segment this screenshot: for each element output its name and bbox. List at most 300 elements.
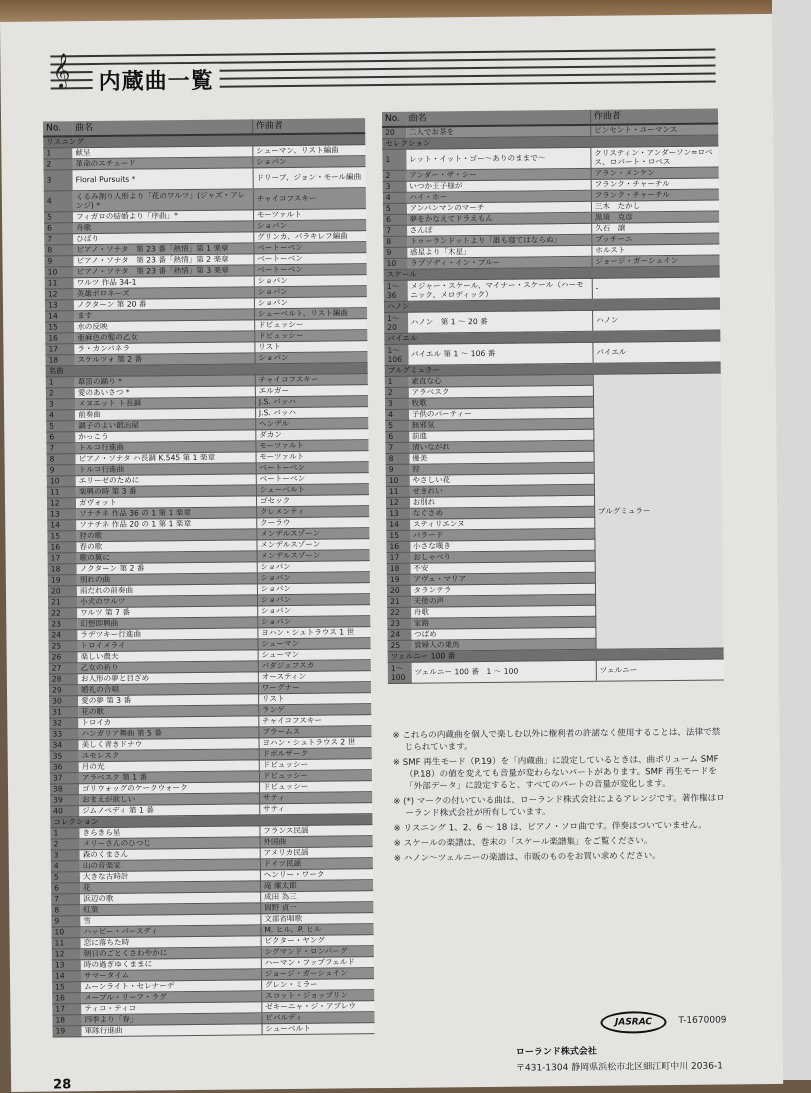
song-composer: フランス民謡 xyxy=(260,825,373,837)
song-number: 30 xyxy=(49,696,78,707)
song-title: かっこう xyxy=(75,430,255,443)
song-composer: クリスティン・アンダーソン=ロペス、ロバート・ロペス xyxy=(591,146,719,168)
song-composer: ショパン xyxy=(253,156,366,168)
song-number: 32 xyxy=(49,718,78,729)
song-title: 家路 xyxy=(411,616,596,629)
song-title: ノクターン 第 20 番 xyxy=(74,298,254,311)
song-number: 10 xyxy=(383,258,407,269)
song-number: 10 xyxy=(51,927,80,938)
song-title: お人形の夢と目ざめ xyxy=(78,672,258,685)
song-composer: シューマン xyxy=(258,638,371,650)
song-composer: ドイツ民謡 xyxy=(260,858,373,870)
license-code: T-1670009 xyxy=(678,1015,727,1026)
song-number: 3 xyxy=(46,399,75,410)
song-title: 舟歌 xyxy=(411,605,596,618)
song-number: 34 xyxy=(50,740,79,751)
section-title: ツェルニー 100 番 xyxy=(388,648,724,663)
song-title: つばめ xyxy=(411,627,596,640)
song-composer: シューベルト、リスト編曲 xyxy=(254,308,367,320)
song-number: 7 xyxy=(51,894,80,905)
song-title: 歌の翼に xyxy=(77,551,257,564)
song-title: 子供のパーティー xyxy=(409,407,594,420)
song-composer: ヨハン・シュトラウス 2 世 xyxy=(259,737,372,749)
song-number: 20 xyxy=(48,586,77,597)
song-title: 素直な心 xyxy=(408,374,593,387)
song-title: 夢をかなえてドラえもん xyxy=(407,212,592,225)
song-title: 花 xyxy=(80,881,260,894)
song-number: 27 xyxy=(49,663,78,674)
song-title: ハッピー・バースディ xyxy=(80,925,260,938)
song-composer: シューベルト xyxy=(256,484,369,496)
song-composer: ショパン xyxy=(253,220,366,232)
song-title: 牧歌 xyxy=(408,396,593,409)
song-number: 9 xyxy=(383,247,407,258)
song-number: 8 xyxy=(383,236,407,247)
song-title: きらきら星 xyxy=(79,826,259,839)
song-title: タランテラ xyxy=(410,583,595,596)
song-number: 3 xyxy=(44,170,73,191)
song-composer: ブルグミュラー xyxy=(593,373,724,649)
song-number: 8 xyxy=(386,453,410,464)
song-title: 惑星より「木星」 xyxy=(407,245,592,258)
song-title: 葦笛の踊り * xyxy=(75,375,255,388)
song-title: ピアノ・ソナタ 第 23 番「熱情」第 3 楽章 xyxy=(74,265,254,278)
song-title: Floral Pursuits * xyxy=(73,168,254,191)
song-title: 朝日のごとくさわやかに xyxy=(81,947,261,960)
song-title: 小犬のワルツ xyxy=(77,595,257,608)
song-number: 3 xyxy=(385,398,409,409)
song-title: 花の歌 xyxy=(78,705,258,718)
song-title: 貴婦人の乗馬 xyxy=(411,638,596,651)
song-number: 13 xyxy=(386,508,410,519)
song-number: 39 xyxy=(50,795,79,806)
song-composer: フランク・チャーチル xyxy=(591,178,719,190)
title-banner xyxy=(50,43,715,100)
song-table-left xyxy=(43,118,375,1037)
song-number: 38 xyxy=(50,784,79,795)
song-composer: ショパン xyxy=(254,297,367,309)
note: ※ ハノン～ツェルニーの楽譜は、市販のものをお買い求めください。 xyxy=(393,851,661,864)
song-number: 1 xyxy=(382,149,406,170)
song-title: ます xyxy=(74,309,254,322)
song-title: おしゃべり xyxy=(410,550,595,563)
song-composer: ドボルザーク xyxy=(259,748,372,760)
song-title: エリーゼのために xyxy=(76,474,256,487)
song-composer: モーツァルト xyxy=(256,440,369,452)
song-composer: ベートーベン xyxy=(254,253,367,265)
song-composer: ショパン xyxy=(257,561,370,573)
song-number: 4 xyxy=(46,410,75,421)
song-title: いつか王子様が xyxy=(406,179,591,192)
song-number: 12 xyxy=(47,498,76,509)
song-composer: ゼキーニャ・ジ・アブレウ xyxy=(262,1001,375,1013)
song-title: サマータイム xyxy=(81,969,261,982)
song-title: 雪 xyxy=(80,914,260,927)
song-composer: プッチーニ xyxy=(592,233,720,245)
song-composer: ショパン xyxy=(255,352,368,364)
song-title: メリーさんのひつじ xyxy=(80,837,260,850)
song-title: 革命のエチュード xyxy=(72,157,252,170)
song-composer: 外国曲 xyxy=(260,836,373,848)
song-title: 山の音楽家 xyxy=(80,859,260,872)
page-number: 28 xyxy=(53,1077,72,1093)
song-title: ツェルニー 100 番 1 ～ 100 xyxy=(411,660,596,683)
song-composer: ドビュッシー xyxy=(259,759,372,771)
song-number: 20 xyxy=(387,585,411,596)
song-title: トルコ行進曲 xyxy=(75,441,255,454)
song-number: 18 xyxy=(45,355,74,366)
song-number: 2 xyxy=(43,159,72,170)
song-title: 無邪気 xyxy=(409,418,594,431)
song-title: アンパンマンのマーチ xyxy=(406,201,591,214)
song-composer: J.S. バッハ xyxy=(255,407,368,419)
song-number: 16 xyxy=(386,541,410,552)
song-title: ティコ・ティコ xyxy=(81,1002,261,1015)
song-number: 25 xyxy=(387,640,411,651)
page-title: 内蔵曲一覧 xyxy=(92,64,219,96)
song-number: 28 xyxy=(49,674,78,685)
song-title: 浜辺の歌 xyxy=(80,892,260,905)
song-number: 35 xyxy=(50,751,79,762)
song-title: 雨だれの前奏曲 xyxy=(77,584,257,597)
song-title: ムーンライト・セレナーデ xyxy=(81,980,261,993)
song-title: 亜麻色の髪の乙女 xyxy=(74,331,254,344)
song-number: 23 xyxy=(387,618,411,629)
song-number: 26 xyxy=(49,652,78,663)
song-number: 16 xyxy=(45,333,74,344)
song-composer: サティ xyxy=(259,792,372,804)
column-header-no: No. xyxy=(382,112,406,127)
section-title: リスニング xyxy=(43,133,365,148)
song-composer: スコット・ジョップリン xyxy=(261,990,374,1002)
song-number: 6 xyxy=(383,214,407,225)
song-composer: ベートーベン xyxy=(254,264,367,276)
song-composer: チャイコフスキー xyxy=(253,188,366,210)
song-title: 楽しい農夫 xyxy=(78,650,258,663)
song-number: 31 xyxy=(49,707,78,718)
song-title: トルコ行進曲 xyxy=(76,463,256,476)
song-number: 9 xyxy=(51,916,80,927)
song-composer: J.S. バッハ xyxy=(255,396,368,408)
song-number: 7 xyxy=(44,234,73,245)
song-composer: ワーグナー xyxy=(258,682,371,694)
song-title: 愛のあいさつ * xyxy=(75,386,255,399)
song-composer: ショパン xyxy=(254,275,367,287)
song-composer: ドリーブ、ジョン・モール編曲 xyxy=(253,167,366,189)
song-number: 19 xyxy=(387,574,411,585)
song-composer: 文部省唱歌 xyxy=(261,913,374,925)
song-composer: ショパン xyxy=(258,616,371,628)
song-number: 1～20 xyxy=(384,312,408,333)
song-composer: モーツァルト xyxy=(253,209,366,221)
song-composer: オースティン xyxy=(258,671,371,683)
song-title: ピアノ・ソナタ ハ長調 K.545 第 1 楽章 xyxy=(75,452,255,465)
song-title: トゥーランドットより「誰も寝てはならぬ」 xyxy=(407,234,592,247)
song-composer: アメリカ民謡 xyxy=(260,847,373,859)
song-composer: ジョージ・ガーシュイン xyxy=(261,968,374,980)
song-title: トロイメライ xyxy=(77,639,257,652)
song-title: 水の反映 xyxy=(74,320,254,333)
song-number: 2 xyxy=(383,170,407,181)
song-title: 舟歌 xyxy=(73,221,253,234)
song-composer: ツェルニー xyxy=(596,659,724,681)
song-number: 15 xyxy=(52,982,81,993)
note: ※ スケールの楽譜は、巻末の「スケール楽譜集」をご覧ください。 xyxy=(393,836,653,849)
song-title: スケルツォ 第 2 番 xyxy=(74,353,254,366)
song-title: せきれい xyxy=(409,484,594,497)
song-number: 14 xyxy=(45,311,74,322)
song-title: バラード xyxy=(410,528,595,541)
company-address: 〒431-1304 静岡県浜松市北区細江町中川 2036-1 xyxy=(515,1061,723,1074)
song-composer: 成田 為三 xyxy=(260,891,373,903)
song-number: 9 xyxy=(386,464,410,475)
song-composer: チャイコフスキー xyxy=(259,715,372,727)
song-title: バイエル 第 1 ～ 106 番 xyxy=(408,342,593,365)
song-composer: シューマン xyxy=(258,649,371,661)
song-title: 不安 xyxy=(410,561,595,574)
song-title: 美しく青きドナウ xyxy=(78,738,258,751)
song-number: 24 xyxy=(48,630,77,641)
note: ※ SMF 再生モード（P.19）を「内蔵曲」に設定しているときは、曲ボリューム SMF（P.18）の値を変えても音量が変わらないパートがあります。SMF 再生モードを「外部データ」に設定すると、すべてのパートの音量が変化します。 xyxy=(392,754,719,792)
song-title: 別れの曲 xyxy=(77,573,257,586)
song-number: 4 xyxy=(51,861,80,872)
song-table-right xyxy=(382,108,724,683)
song-title: 大きな古時計 xyxy=(80,870,260,883)
song-number: 19 xyxy=(48,575,77,586)
song-composer: ドビュッシー xyxy=(254,319,367,331)
column-header-no: No. xyxy=(43,121,72,136)
table-row xyxy=(388,659,724,684)
song-number: 15 xyxy=(47,531,76,542)
song-title: 前奏曲 xyxy=(75,408,255,421)
song-composer: チャイコフスキー xyxy=(255,374,368,386)
song-composer: フランク・チャーチル xyxy=(591,189,719,201)
song-composer: ヘンリー・ワーク xyxy=(260,869,373,881)
song-title: ハイ・ホー xyxy=(406,190,591,203)
song-composer: 滝 廉太郎 xyxy=(260,880,373,892)
song-composer: ショパン xyxy=(257,583,370,595)
song-title: ハンガリア舞曲 第 5 番 xyxy=(78,727,258,740)
song-composer: クレメンティ xyxy=(256,506,369,518)
song-number: 18 xyxy=(52,1015,81,1026)
song-composer: ランゲ xyxy=(258,704,371,716)
song-title: アンダー・ザ・シー xyxy=(406,168,591,181)
song-number: 1 xyxy=(43,148,72,159)
song-composer: リスト xyxy=(255,341,368,353)
section-title: ブルグミュラー xyxy=(385,362,721,377)
song-composer: シューベルト xyxy=(262,1023,375,1035)
song-number: 7 xyxy=(385,442,409,453)
song-number: 7 xyxy=(46,443,75,454)
song-composer: ブラームス xyxy=(259,726,372,738)
song-number: 12 xyxy=(52,949,81,960)
song-number: 2 xyxy=(51,839,80,850)
song-number: 14 xyxy=(52,971,81,982)
song-title: 月の光 xyxy=(79,760,259,773)
song-number: 29 xyxy=(49,685,78,696)
song-title: 時の過ぎゆくままに xyxy=(81,958,261,971)
song-title: 婚礼の合唱 xyxy=(78,683,258,696)
song-title: くるみ割り人形より「花のワルツ」(ジャズ・アレンジ) * xyxy=(73,189,254,212)
song-number: 6 xyxy=(44,223,73,234)
song-title: なぐさめ xyxy=(410,506,595,519)
song-number: 25 xyxy=(48,641,77,652)
song-composer: ショパン xyxy=(257,605,370,617)
section-title: セレクション xyxy=(382,135,718,150)
song-number: 17 xyxy=(387,552,411,563)
section-title: スケール xyxy=(384,266,720,281)
song-number: 21 xyxy=(48,597,77,608)
song-number: 37 xyxy=(50,773,79,784)
song-title: ソナチネ 作品 36 の 1 第 1 楽章 xyxy=(76,507,256,520)
column-header-composer: 作曲者 xyxy=(590,108,718,124)
song-title: 清いながれ xyxy=(409,440,594,453)
song-title: ユモレスク xyxy=(79,749,259,762)
song-number: 40 xyxy=(50,806,79,817)
jasrac-logo: JASRAC xyxy=(600,1011,666,1034)
song-number: 4 xyxy=(383,192,407,203)
song-number: 1 xyxy=(385,376,409,387)
song-number: 22 xyxy=(48,608,77,619)
song-composer: リスト xyxy=(258,693,371,705)
song-number: 9 xyxy=(44,256,73,267)
song-number: 1～106 xyxy=(384,344,408,365)
song-number: 8 xyxy=(44,245,73,256)
note: ※ リスニング 1、2、6 ～ 18 は、ピアノ・ソロ曲です。伴奏はついていません。 xyxy=(393,820,707,834)
song-composer: メンデルスゾーン xyxy=(257,550,370,562)
column-header-title: 曲名 xyxy=(405,110,590,127)
song-title: ジムノペディ 第 1 番 xyxy=(79,804,259,817)
song-composer: ビクター・ヤング xyxy=(261,935,374,947)
song-title: 愛の夢 第 3 番 xyxy=(78,694,258,707)
song-title: ピアノ・ソナタ 第 23 番「熱情」第 2 楽章 xyxy=(73,254,253,267)
song-title: 紅葉 xyxy=(80,903,260,916)
song-composer: - xyxy=(592,277,720,299)
song-number: 22 xyxy=(387,607,411,618)
song-number: 14 xyxy=(47,520,76,531)
section-title: 名曲 xyxy=(46,363,368,377)
song-title: アヴェ・マリア xyxy=(410,572,595,585)
song-number: 5 xyxy=(51,872,80,883)
song-title: メヌエット ト長調 xyxy=(75,397,255,410)
song-composer: ショパン xyxy=(254,286,367,298)
song-composer: ジョージ・ガーシュイン xyxy=(592,255,720,267)
song-number: 6 xyxy=(385,431,409,442)
song-title: 軍隊行進曲 xyxy=(81,1024,261,1037)
song-title: 献呈 xyxy=(72,146,252,159)
song-title: 森のくまさん xyxy=(80,848,260,861)
song-number: 11 xyxy=(386,486,410,497)
song-number: 5 xyxy=(44,212,73,223)
song-number: 13 xyxy=(45,300,74,311)
song-composer: メンデルスゾーン xyxy=(257,528,370,540)
song-number: 17 xyxy=(48,553,77,564)
song-number: 11 xyxy=(45,278,74,289)
song-composer: ビバルディ xyxy=(262,1012,375,1024)
song-title: フィガロの結婚より「序曲」* xyxy=(73,210,253,223)
song-number: 12 xyxy=(386,497,410,508)
song-number: 6 xyxy=(46,432,75,443)
song-title: ラデツキー行進曲 xyxy=(77,628,257,641)
song-composer: エルガー xyxy=(255,385,368,397)
song-title: おまえが欲しい xyxy=(79,793,259,806)
song-number: 33 xyxy=(49,729,78,740)
song-title: 楽興の時 第 3 番 xyxy=(76,485,256,498)
song-number: 1 xyxy=(46,377,75,388)
song-composer: ドビュッシー xyxy=(259,781,372,793)
song-composer: ヨハン・シュトラウス 1 世 xyxy=(258,627,371,639)
section-title: バイエル xyxy=(384,330,720,345)
song-title: ラプソディ・イン・ブルー xyxy=(407,256,592,269)
song-title: ラ・カンパネラ xyxy=(74,342,254,355)
song-title: さんぽ xyxy=(407,223,592,236)
song-composer: ゴセック xyxy=(256,495,369,507)
song-composer: ドビュッシー xyxy=(259,770,372,782)
song-composer: グレン・ミラー xyxy=(261,979,374,991)
song-number: 1 xyxy=(50,828,79,839)
song-composer: 三木 たかし xyxy=(591,200,719,212)
column-header-title: 曲名 xyxy=(72,119,252,136)
song-number: 1～36 xyxy=(384,280,408,301)
song-composer: ベートーベン xyxy=(254,242,367,254)
song-composer: ホルスト xyxy=(592,244,720,256)
note: ※ これらの内蔵曲を個人で楽しむ以外に権利者の許諾なく使用することは、法律で禁じられています。 xyxy=(392,727,721,753)
song-title: 優美 xyxy=(409,451,594,464)
song-title: スティリエンヌ xyxy=(410,517,595,530)
note: ※ (*) マークの付いている曲は、ローランド株式会社によるアレンジです。著作権はローランド株式会社が所有しています。 xyxy=(393,793,725,819)
song-number: 18 xyxy=(48,564,77,575)
song-title: やさしい花 xyxy=(409,473,594,486)
song-title: 英雄ポロネーズ xyxy=(74,287,254,300)
song-composer: 黒須 克彦 xyxy=(591,211,719,223)
song-number: 12 xyxy=(45,289,74,300)
song-composer: ダカン xyxy=(256,429,369,441)
song-number: 36 xyxy=(50,762,79,773)
song-number: 21 xyxy=(387,596,411,607)
song-number: 20 xyxy=(382,127,406,139)
song-number: 3 xyxy=(383,181,407,192)
song-number: 5 xyxy=(385,420,409,431)
section-title: コレクション xyxy=(50,814,372,828)
song-title: 四季より「春」 xyxy=(81,1013,261,1026)
song-title: 幻想即興曲 xyxy=(77,617,257,630)
song-number: 14 xyxy=(386,519,410,530)
song-number: 3 xyxy=(51,850,80,861)
notes xyxy=(392,726,729,868)
song-title: ノクターン 第 2 番 xyxy=(77,562,257,575)
song-title: レット・イット・ゴー～ありのままで～ xyxy=(406,147,591,170)
company-name: ローランド株式会社 xyxy=(515,1046,597,1058)
song-number: 6 xyxy=(51,883,80,894)
song-composer: ショパン xyxy=(257,594,370,606)
song-number: 2 xyxy=(385,387,409,398)
song-title: ガヴォット xyxy=(76,496,256,509)
song-composer: バイエル xyxy=(593,341,721,363)
song-composer: シューマン、リスト編曲 xyxy=(253,145,366,157)
song-title: アラベスク xyxy=(408,385,593,398)
song-number: 24 xyxy=(387,629,411,640)
song-number: 4 xyxy=(44,191,73,212)
song-title: ワルツ 作品 34-1 xyxy=(74,276,254,289)
song-title: ピアノ・ソナタ 第 23 番「熱情」第 1 楽章 xyxy=(73,243,253,256)
song-composer: シグマンド・ロンバーグ xyxy=(261,946,374,958)
song-title: 二人でお茶を xyxy=(406,125,591,138)
song-number: 9 xyxy=(47,465,76,476)
song-number: 8 xyxy=(47,454,76,465)
song-title: 小さな嘆き xyxy=(410,539,595,552)
song-number: 2 xyxy=(46,388,75,399)
song-title: メジャー・スケール、マイナー・スケール（ハーモニック、メロディック） xyxy=(407,278,592,301)
